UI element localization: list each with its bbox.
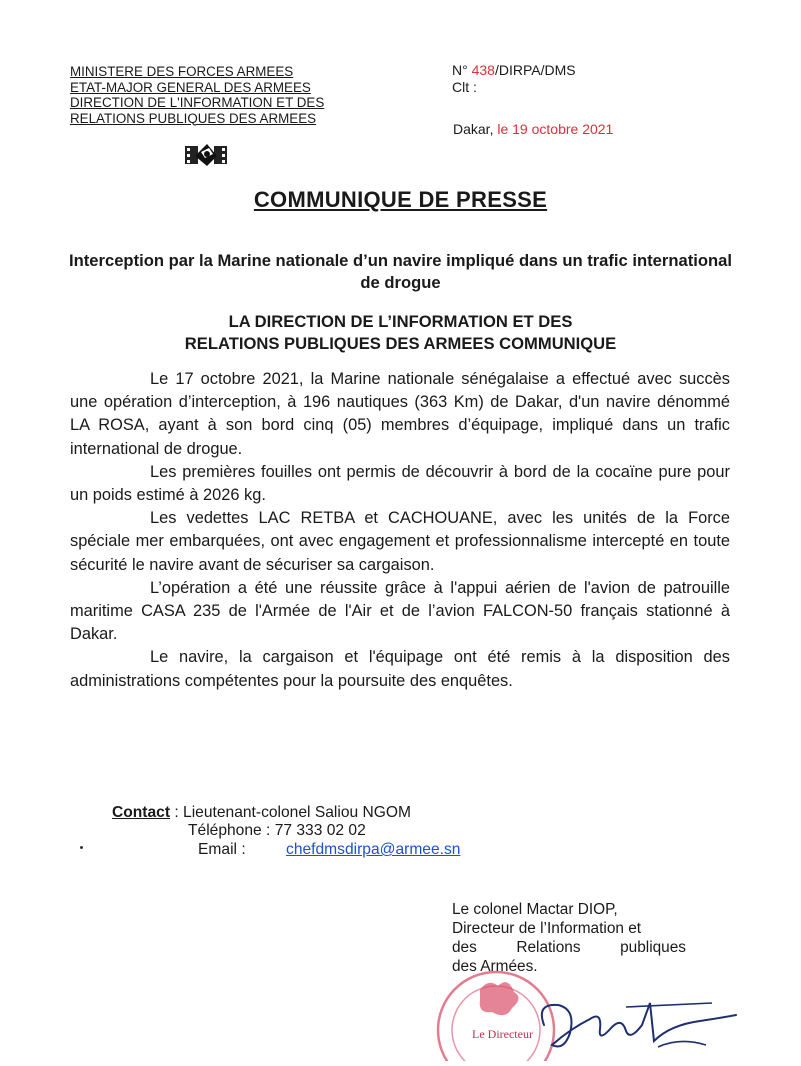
signatory-name: Le colonel Mactar DIOP, <box>452 901 618 918</box>
reference-number <box>452 62 576 79</box>
stamp-text: Le Directeur <box>472 1027 533 1041</box>
body-text <box>70 368 730 693</box>
city: Dakar, <box>453 121 494 137</box>
paragraph-2: Les premières fouilles ont permis de découvrir à bord de la cocaïne pure pour un poids estimé à 2026 kg. <box>70 462 730 505</box>
ref-suffix: /DIRPA/DMS <box>494 62 576 78</box>
paragraph-4: L’opération a été une réussite grâce à l'appui aérien de l'avion de patrouille maritime CASA 235 de l'Armée de l'Air et de l’avion FALCON-50 français stationné à Dakar. <box>70 578 730 644</box>
paragraph-1: Le 17 octobre 2021, la Marine nationale sénégalaise a effectué avec succès une opération d’interception, à 196 nautiques (363 Km) de Dakar, d'un navire dénommé LA ROSA, ayant à son bord cinq (05) membres d’équipage, impliqué dans un trafic international de drogue. <box>70 370 730 458</box>
communique-line-2: RELATIONS PUBLIQUES DES ARMEES COMMUNIQUE <box>184 334 617 353</box>
subject-heading: Interception par la Marine nationale d’un navire impliqué dans un trafic international de drogue <box>69 251 732 292</box>
communique-line-1: LA DIRECTION DE L’INFORMATION ET DES <box>228 312 573 331</box>
org-line-1: MINISTERE DES FORCES ARMEES <box>70 64 294 79</box>
paragraph-5: Le navire, la cargaison et l'équipage ont été remis à la disposition des administrations compétentes pour la poursuite des enquêtes. <box>70 648 730 690</box>
org-line-3: DIRECTION DE L'INFORMATION ET DES <box>70 95 325 110</box>
dirpa-emblem-icon <box>183 142 229 173</box>
signatory-title-2 <box>452 938 686 957</box>
clt-line: Clt : <box>452 79 477 95</box>
communique-heading <box>60 311 741 355</box>
contact-label: Contact <box>112 804 171 821</box>
contact-name: : Lieutenant-colonel Saliou NGOM <box>170 804 412 821</box>
contact-phone: Téléphone : 77 333 02 02 <box>188 822 366 839</box>
ministry-header <box>70 64 388 126</box>
signatory-block <box>452 900 686 976</box>
signatory-title-1: Directeur de l’Information et <box>452 920 642 937</box>
bullet-dot <box>80 846 83 849</box>
contact-block <box>112 803 411 822</box>
org-line-2: ETAT-MAJOR GENERAL DES ARMEES <box>70 79 311 95</box>
email-label: Email : <box>198 841 246 858</box>
org-line-4: RELATIONS PUBLIQUES DES ARMEES <box>70 110 317 126</box>
signatory-title-3: des Armées. <box>452 958 538 975</box>
reference-block <box>452 62 576 96</box>
page-title: COMMUNIQUE DE PRESSE <box>253 187 548 212</box>
sig-word-1: des <box>452 939 477 956</box>
handwritten-signature <box>530 985 740 1066</box>
sig-word-2: Relations <box>516 939 581 956</box>
paragraph-3: Les vedettes LAC RETBA et CACHOUANE, avec les unités de la Force spéciale mer embarquées, ont avec engagement et professionnalisme intercepté en toute sécurité le navire avant de sécuriser sa cargaison. <box>70 509 730 574</box>
contact-email-row <box>198 841 460 859</box>
email-link[interactable]: chefdmsdirpa@armee.sn <box>286 841 461 858</box>
sig-word-3: publiques <box>620 939 686 956</box>
date-line <box>453 121 613 137</box>
date: le 19 octobre 2021 <box>497 121 614 137</box>
ref-number: 438 <box>471 62 495 78</box>
ref-prefix: N° <box>452 62 468 78</box>
